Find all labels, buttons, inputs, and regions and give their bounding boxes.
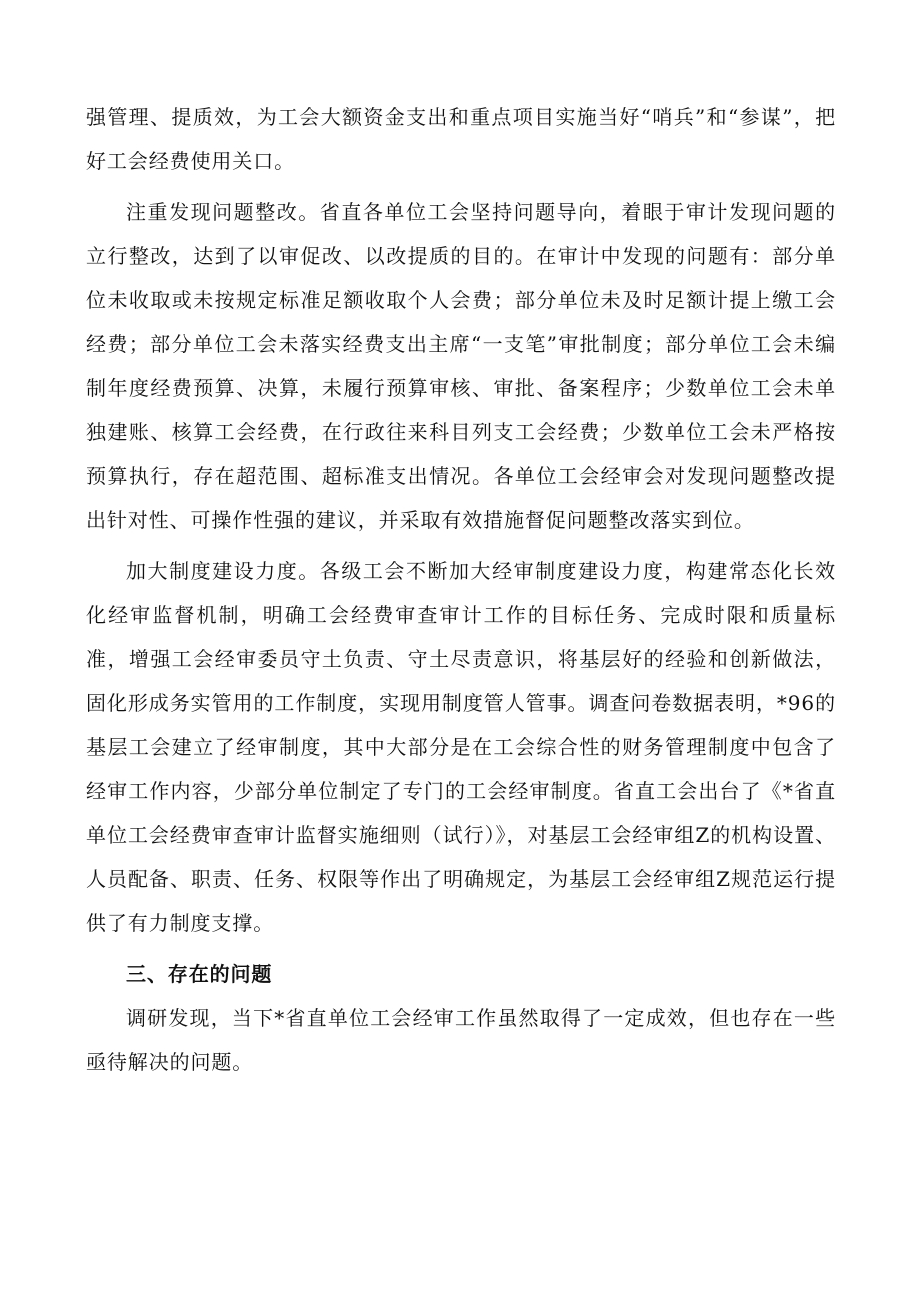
paragraph-continuation: 强管理、提质效，为工会大额资金支出和重点项目实施当好“哨兵”和“参谋”，把好工会经费使用关口。 xyxy=(86,105,836,173)
paragraph-system-building: 加大制度建设力度。各级工会不断加大经审制度建设力度，构建常态化长效化经审监督机制，明确工会经费审查审计工作的目标任务、完成时限和质量标准，增强工会经审委员守土负责、守土尽责意识，将基层好的经验和创新做法，固化形成务实管用的工作制度，实现用制度管人管事。调查问卷数据表明，*96的基层工会建立了经审制度，其中大部分是在工会综合性的财务管理制度中包含了经审工作内容，少部分单位制定了专门的工会经审制度。省直工会出台了《*省直单位工会经费审查审计监督实施细则（试行）》，对基层工会经审组Z的机构设置、人员配备、职责、任务、权限等作出了明确规定，为基层工会经审组Z规范运行提供了有力制度支撑。 xyxy=(86,559,836,935)
paragraph-problem-rectification: 注重发现问题整改。省直各单位工会坚持问题导向，着眼于审计发现问题的立行整改，达到了以审促改、以改提质的目的。在审计中发现的问题有：部分单位未收取或未按规定标准足额收取个人会费；部分单位未及时足额计提上缴工会经费；部分单位工会未落实经费支出主席“一支笔”审批制度；部分单位工会未编制年度经费预算、决算，未履行预算审核、审批、备案程序；少数单位工会未单独建账、核算工会经费，在行政往来科目列支工会经费；少数单位工会未严格按预算执行，存在超范围、超标准支出情况。各单位工会经审会对发现问题整改提出针对性、可操作性强的建议，并采取有效措施督促问题整改落实到位。 xyxy=(86,200,836,532)
section-heading: 三、存在的问题 xyxy=(126,962,273,986)
paragraph-closing: 调研发现，当下*省直单位工会经审工作虽然取得了一定成效，但也存在一些亟待解决的问题。 xyxy=(86,1006,836,1074)
